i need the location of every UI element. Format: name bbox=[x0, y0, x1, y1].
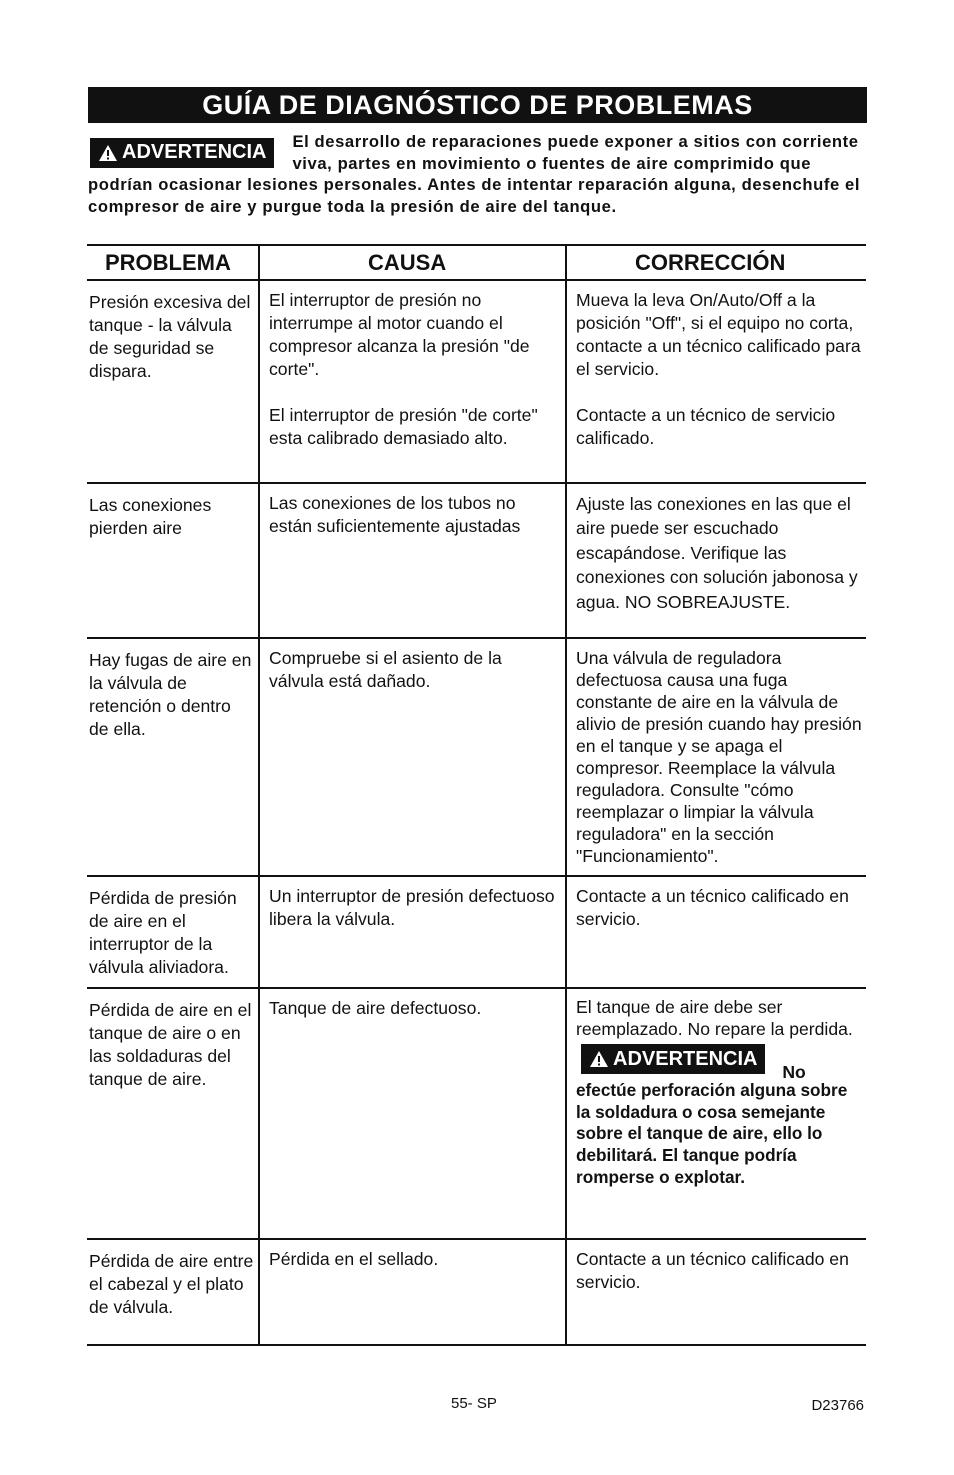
correccion-text: Contacte a un técnico calificado en servicio. bbox=[576, 1249, 849, 1292]
problema-cell: Pérdida de aire en el tanque de aire o en las soldaduras del tanque de aire. bbox=[87, 988, 259, 1239]
table-row bbox=[87, 280, 866, 483]
correccion-cell bbox=[566, 1239, 866, 1345]
table-row bbox=[87, 1239, 866, 1345]
problema-cell: Las conexiones pierden aire bbox=[87, 483, 259, 638]
correccion-cell bbox=[566, 876, 866, 988]
causa-cell bbox=[259, 988, 566, 1239]
table-header-row bbox=[87, 245, 866, 280]
correccion-cell bbox=[566, 988, 866, 1239]
intro-text: El desarrollo de reparaciones puede exponer a sitios con corriente viva, partes en movimiento o fuentes de aire comprimido que podrían ocasionar lesiones personales. Antes de intentar reparación alguna, desenchufe el compresor de aire y purgue toda la presión de aire del tanque. bbox=[88, 132, 861, 216]
correccion-cell bbox=[566, 483, 866, 638]
causa-text: Un interruptor de presión defectuoso libera la válvula. bbox=[269, 886, 555, 929]
page-title: GUÍA DE DIAGNÓSTICO DE PROBLEMAS bbox=[88, 87, 867, 123]
header-problema: PROBLEMA bbox=[87, 245, 259, 280]
correccion-text: Una válvula de reguladora defectuosa causa una fuga constante de aire en la válvula de alivio de presión cuando hay presión en el tanque y se apaga el compresor. Reemplace la válvula reguladora. Consulte "cómo reemplazar o limpiar la válvula reguladora" en la sección "Funcionamiento". bbox=[576, 648, 862, 866]
causa-cell bbox=[259, 876, 566, 988]
correccion-warning bbox=[576, 1040, 862, 1083]
document-code: D23766 bbox=[811, 1397, 864, 1414]
warning-label: ADVERTENCIA bbox=[613, 1047, 758, 1070]
causa-text: Tanque de aire defectuoso. bbox=[269, 998, 482, 1018]
causa-text: Compruebe si el asiento de la válvula está dañado. bbox=[269, 648, 502, 691]
correccion-cell bbox=[566, 280, 866, 483]
causa-cell bbox=[259, 638, 566, 876]
correccion-text: Mueva la leva On/Auto/Off a la posición "Off", si el equipo no corta, contacte a un técnico calificado para el servicio. bbox=[576, 290, 861, 379]
table-row bbox=[87, 638, 866, 876]
warning-badge bbox=[581, 1044, 765, 1074]
troubleshooting-table bbox=[87, 244, 866, 1346]
causa-text: Pérdida en el sellado. bbox=[269, 1249, 439, 1269]
correccion-text: Ajuste las conexiones en las que el aire puede ser escuchado escapándose. Verifique las conexiones con solución jabonosa y agua. NO SOBREAJUSTE. bbox=[576, 494, 858, 612]
problema-cell: Pérdida de aire entre el cabezal y el plato de válvula. bbox=[87, 1239, 259, 1345]
table-row bbox=[87, 988, 866, 1239]
correccion-text: Contacte a un técnico de servicio calificado. bbox=[576, 405, 836, 448]
causa-text: El interruptor de presión no interrumpe al motor cuando el compresor alcanza la presión "de corte". bbox=[269, 290, 530, 379]
table-row bbox=[87, 876, 866, 988]
warning-triangle-icon bbox=[98, 144, 118, 162]
table-row bbox=[87, 483, 866, 638]
warning-text: efectúe perforación alguna sobre la soldadura o cosa semejante sobre el tanque de aire, ello lo debilitará. El tanque podría romperse o explotar. bbox=[576, 1080, 848, 1187]
warning-triangle-icon bbox=[589, 1050, 609, 1068]
warning-label: ADVERTENCIA bbox=[122, 141, 267, 164]
problema-cell: Presión excesiva del tanque - la válvula de seguridad se dispara. bbox=[87, 280, 259, 483]
page-number: 55- SP bbox=[451, 1395, 497, 1412]
causa-cell bbox=[259, 280, 566, 483]
correccion-text: El tanque de aire debe ser reemplazado. No repare la perdida. bbox=[576, 997, 853, 1039]
causa-text: El interruptor de presión "de corte" esta calibrado demasiado alto. bbox=[269, 405, 538, 448]
causa-cell bbox=[259, 483, 566, 638]
correccion-cell bbox=[566, 638, 866, 876]
header-causa: CAUSA bbox=[259, 245, 566, 280]
problema-cell: Hay fugas de aire en la válvula de retención o dentro de ella. bbox=[87, 638, 259, 876]
problema-cell: Pérdida de presión de aire en el interruptor de la válvula aliviadora. bbox=[87, 876, 259, 988]
causa-cell bbox=[259, 1239, 566, 1345]
intro-warning bbox=[88, 131, 867, 217]
warning-no: No bbox=[782, 1062, 806, 1083]
causa-text: Las conexiones de los tubos no están suficientemente ajustadas bbox=[269, 493, 521, 536]
correccion-text: Contacte a un técnico calificado en servicio. bbox=[576, 886, 849, 929]
header-correccion: CORRECCIÓN bbox=[566, 245, 866, 280]
warning-badge bbox=[90, 138, 274, 168]
